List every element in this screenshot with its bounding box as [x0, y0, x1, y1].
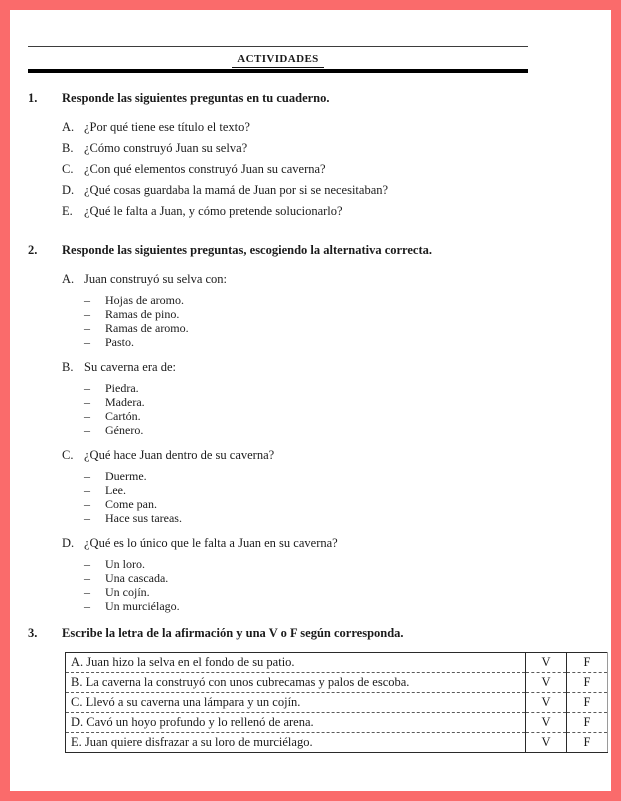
dash-bullet-icon: –: [84, 584, 90, 599]
answer-options: [28, 293, 611, 349]
worksheet-section: [28, 91, 611, 222]
dash-bullet-icon: –: [84, 380, 90, 395]
answer-option: [28, 409, 611, 423]
section-heading: Escribe la letra de la afirmación y una V o F según corresponda.: [62, 625, 404, 640]
question-item: [28, 445, 611, 525]
section-heading-row: [28, 243, 588, 258]
true-cell: V: [526, 672, 567, 692]
question-letter: A.: [62, 119, 75, 134]
answer-option: [28, 307, 611, 321]
answer-options: [28, 557, 611, 613]
question-item: [28, 533, 611, 613]
question-letter: C.: [62, 447, 74, 462]
false-cell: F: [567, 692, 608, 712]
page-content: [10, 10, 611, 753]
question-text: Su caverna era de:: [84, 359, 176, 374]
section-heading-row: [28, 91, 588, 106]
answer-option: [28, 381, 611, 395]
sections-container: [28, 91, 611, 753]
true-false-table: [65, 652, 608, 753]
question-text: ¿Cómo construyó Juan su selva?: [84, 140, 248, 155]
section-number: 3.: [28, 625, 38, 640]
question-text: ¿Qué le falta a Juan, y cómo pretende solucionarlo?: [84, 203, 343, 218]
question-item-row: [28, 445, 602, 466]
answer-option: [28, 469, 611, 483]
dash-bullet-icon: –: [84, 468, 90, 483]
answer-option: [28, 423, 611, 437]
question-letter: C.: [62, 161, 74, 176]
answer-option-text: Cartón.: [105, 408, 141, 423]
dash-bullet-icon: –: [84, 598, 90, 613]
answer-option-text: Un cojín.: [105, 584, 150, 599]
true-cell: V: [526, 732, 567, 752]
true-cell: V: [526, 712, 567, 732]
section-body: [28, 117, 611, 222]
answer-options: [28, 469, 611, 525]
answer-option: [28, 585, 611, 599]
question-letter: D.: [62, 535, 75, 550]
true-cell: V: [526, 652, 567, 672]
dash-bullet-icon: –: [84, 320, 90, 335]
worksheet-section: [28, 626, 611, 753]
page-title-text: actividades: [232, 50, 323, 68]
question-text: ¿Qué es lo único que le falta a Juan en su caverna?: [84, 535, 338, 550]
section-heading: Responde las siguientes preguntas, escogiendo la alternativa correcta.: [62, 242, 433, 257]
section-heading: Responde las siguientes preguntas en tu cuaderno.: [62, 90, 330, 105]
dash-bullet-icon: –: [84, 422, 90, 437]
question-text: ¿Qué cosas guardaba la mamá de Juan por si se necesitaban?: [84, 182, 389, 197]
dash-bullet-icon: –: [84, 292, 90, 307]
section-body: [28, 652, 611, 753]
question-letter: B.: [62, 140, 74, 155]
question-item: [28, 138, 611, 159]
question-text: ¿Con qué elementos construyó Juan su caverna?: [84, 161, 326, 176]
answer-option: [28, 557, 611, 571]
page-title: [28, 48, 528, 68]
answer-option-text: Hace sus tareas.: [105, 510, 182, 525]
dash-bullet-icon: –: [84, 570, 90, 585]
question-item: [28, 201, 611, 222]
answer-option-text: Ramas de pino.: [105, 306, 180, 321]
false-cell: F: [567, 672, 608, 692]
dash-bullet-icon: –: [84, 482, 90, 497]
answer-option: [28, 497, 611, 511]
question-item: [28, 269, 611, 349]
dash-bullet-icon: –: [84, 306, 90, 321]
true-false-table-wrap: [65, 652, 611, 753]
question-item-row: [28, 269, 602, 290]
question-item-row: [28, 180, 602, 201]
statement-cell: D. Cavó un hoyo profundo y lo rellenó de arena.: [66, 712, 526, 732]
question-item-row: [28, 159, 602, 180]
false-cell: F: [567, 652, 608, 672]
dash-bullet-icon: –: [84, 556, 90, 571]
question-letter: A.: [62, 271, 75, 286]
section-heading-row: [28, 626, 588, 641]
answer-option: [28, 395, 611, 409]
answer-option: [28, 571, 611, 585]
statement-cell: C. Llevó a su caverna una lámpara y un cojín.: [66, 692, 526, 712]
answer-option: [28, 293, 611, 307]
title-bottom-rule: [28, 69, 528, 73]
table-row: [66, 732, 608, 752]
answer-option-text: Hojas de aromo.: [105, 292, 184, 307]
question-letter: D.: [62, 182, 75, 197]
question-item-row: [28, 533, 602, 554]
question-item-row: [28, 138, 602, 159]
answer-options: [28, 381, 611, 437]
answer-option-text: Come pan.: [105, 496, 157, 511]
answer-option-text: Una cascada.: [105, 570, 169, 585]
table-row: [66, 692, 608, 712]
dash-bullet-icon: –: [84, 408, 90, 423]
answer-option: [28, 321, 611, 335]
table-row: [66, 712, 608, 732]
worksheet-section: [28, 243, 611, 613]
question-item-row: [28, 117, 602, 138]
question-text: Juan construyó su selva con:: [84, 271, 228, 286]
section-number: 2.: [28, 242, 38, 257]
answer-option: [28, 511, 611, 525]
section-body: [28, 269, 611, 613]
statement-cell: E. Juan quiere disfrazar a su loro de murciélago.: [66, 732, 526, 752]
dash-bullet-icon: –: [84, 496, 90, 511]
table-row: [66, 652, 608, 672]
answer-option: [28, 483, 611, 497]
answer-option-text: Un loro.: [105, 556, 145, 571]
question-item-row: [28, 201, 602, 222]
true-cell: V: [526, 692, 567, 712]
question-letter: E.: [62, 203, 73, 218]
question-letter: B.: [62, 359, 74, 374]
answer-option: [28, 599, 611, 613]
answer-option-text: Duerme.: [105, 468, 147, 483]
dash-bullet-icon: –: [84, 394, 90, 409]
question-text: ¿Qué hace Juan dentro de su caverna?: [84, 447, 275, 462]
question-item: [28, 180, 611, 201]
question-item: [28, 357, 611, 437]
dash-bullet-icon: –: [84, 334, 90, 349]
question-text: ¿Por qué tiene ese título el texto?: [84, 119, 250, 134]
question-item: [28, 159, 611, 180]
answer-option-text: Madera.: [105, 394, 145, 409]
question-item-row: [28, 357, 602, 378]
dash-bullet-icon: –: [84, 510, 90, 525]
title-top-rule: [28, 46, 528, 47]
answer-option-text: Lee.: [105, 482, 126, 497]
false-cell: F: [567, 732, 608, 752]
answer-option-text: Ramas de aromo.: [105, 320, 189, 335]
answer-option: [28, 335, 611, 349]
question-item: [28, 117, 611, 138]
false-cell: F: [567, 712, 608, 732]
answer-option-text: Piedra.: [105, 380, 139, 395]
answer-option-text: Un murciélago.: [105, 598, 180, 613]
statement-cell: A. Juan hizo la selva en el fondo de su patio.: [66, 652, 526, 672]
answer-option-text: Género.: [105, 422, 144, 437]
statement-cell: B. La caverna la construyó con unos cubrecamas y palos de escoba.: [66, 672, 526, 692]
section-number: 1.: [28, 90, 38, 105]
answer-option-text: Pasto.: [105, 334, 135, 349]
table-row: [66, 672, 608, 692]
